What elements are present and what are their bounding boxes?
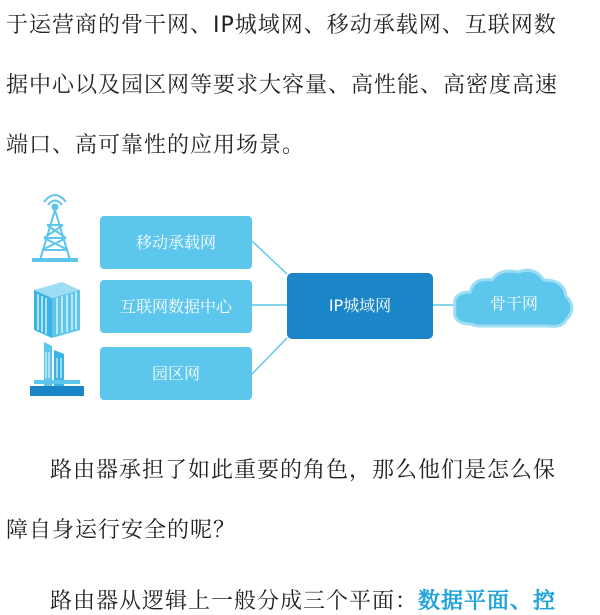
paragraph-line-4: 路由器承担了如此重要的角色，那么他们是怎么保	[50, 458, 557, 483]
node-campus-label: 园区网	[151, 364, 201, 383]
node-datacenter	[100, 280, 252, 333]
node-backbone-label: 骨干网	[489, 294, 539, 313]
paragraph-line-5: 障自身运行安全的呢？	[6, 518, 237, 543]
office-building-icon	[30, 342, 84, 396]
server-rack-icon	[34, 282, 80, 338]
paragraph-line-1: 于运营商的骨干网、IP城域网、移动承载网、互联网数	[6, 13, 557, 38]
network-diagram	[0, 180, 600, 420]
node-metro-label: IP城域网	[328, 296, 392, 315]
paragraph-line-6-highlight: 数据平面、控	[418, 589, 557, 614]
paragraph-line-2: 据中心以及园区网等要求大容量、高性能、高密度高速	[6, 73, 559, 98]
paragraph-line-3: 端口、高可靠性的应用场景。	[6, 133, 306, 158]
node-mobile	[100, 216, 252, 269]
node-campus	[100, 347, 252, 400]
node-mobile-label: 移动承载网	[135, 233, 217, 252]
connector-campus-metro	[252, 338, 287, 374]
node-metro	[287, 273, 433, 339]
cell-tower-icon	[32, 195, 78, 260]
node-datacenter-label: 互联网数据中心	[119, 297, 233, 316]
paragraph-line-6-prefix: 路由器从逻辑上一般分成三个平面：	[50, 589, 419, 614]
connector-mobile-metro	[252, 241, 287, 274]
